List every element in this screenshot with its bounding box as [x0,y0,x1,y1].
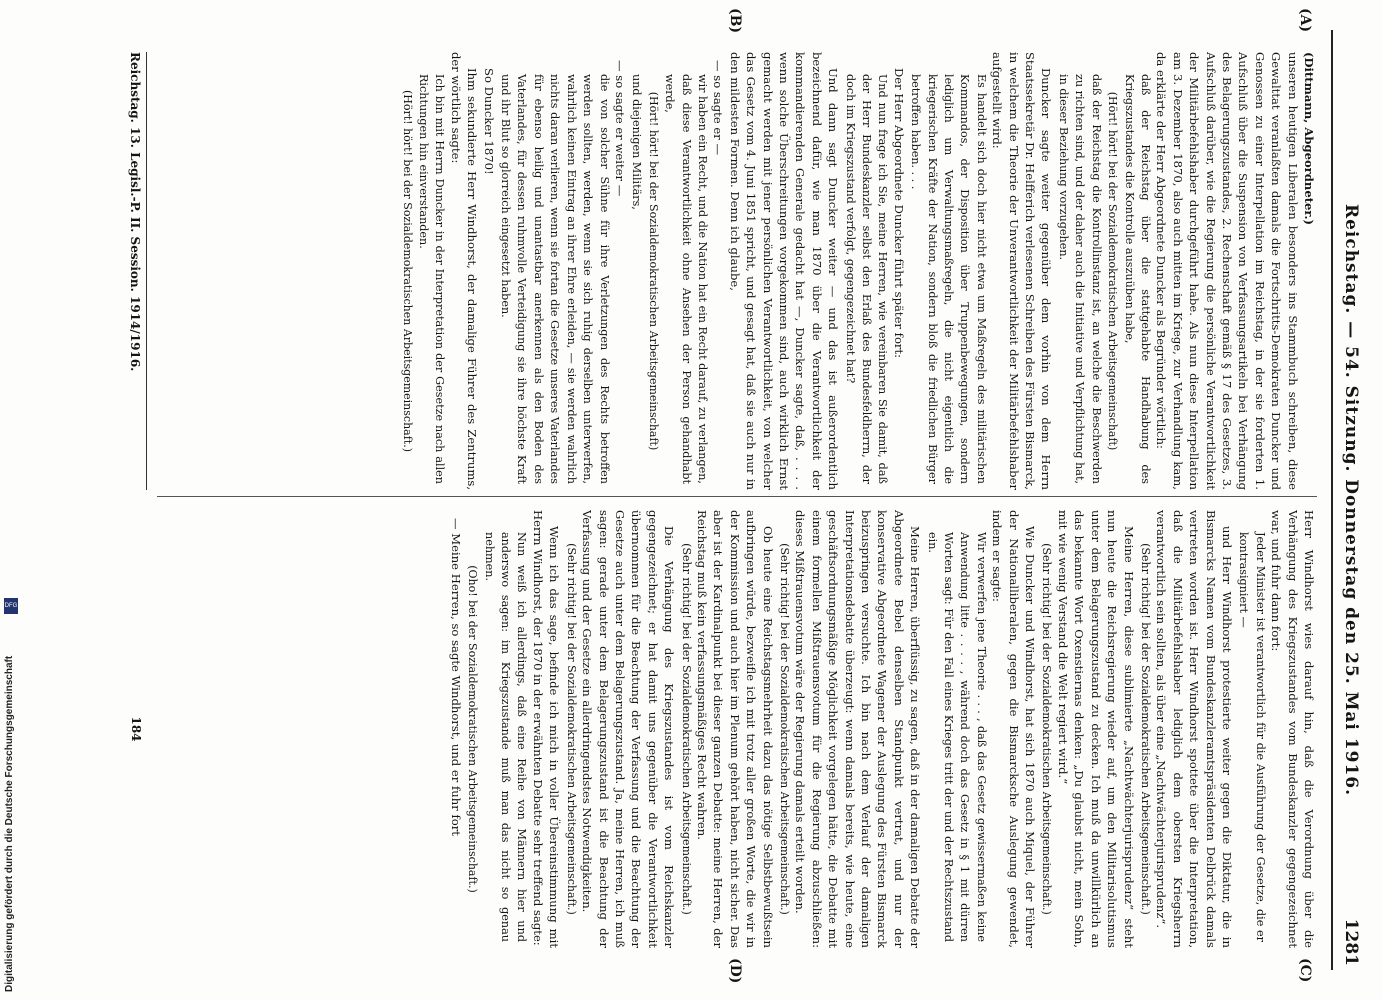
interjection: (Hört! hört! bei der Sozialdemokratischen Arbeitsgemeinschaft) [1106,91,1120,451]
quotation: Wir verwerfen jene Theorie . . . , daß das Gesetz gewissermaßen keine Anwendung litte . . . . , während doch das Gesetz in § 1 mit dürren Worten sagt: Für den Fall eines Krieges tritt der und der Rechtszustand ein. [925,532,988,942]
page-footer-session: Reichstag. 13. Legisl.-P. II. Session. 1914/1916. [128,52,147,490]
paragraph: Meine Herren, überflüssig, zu sagen, daß in der damaligen Debatte der Abgeordnete Bebel denselben Standpunkt vertrat, und nur der konservative Abgeordnete Wagener der Auslegung des Fürsten Bismarck beizuspringen versuchte. Ich bin nach dem Verlauf der damaligen Interpretationsdebatte überzeugt: wenn damals bereits, wie heute, eine geschäftsordnungsmäßige Möglichkeit vorgelegen hätte, die Debatte mit einem formellen Mißtrauensvotum für die Regierung abzuschließen: dieses Mißtrauensvotum wäre der Regierung damals erteilt worden. [793,510,923,948]
speaker-line: (Dittmann, Abgeordneter.) [1302,52,1316,225]
paragraph: Duncker sagte weiter gegenüber dem vorhin von dem Herrn Staatssekretär Dr. Helfferich verlesenen Schreiben des Fürsten Bismarck, in welchem die Theorie der Unverantwortlichkeit der Militärbefehlshaber aufgestellt wird: [990,52,1054,490]
quotation: Nun weiß ich allerdings, daß eine Reihe von Männern hier und anderswo sagen: im Kriegszustande muß man das nicht so genau nehmen. [482,532,529,942]
quotation: Und nun frage ich Sie, meine Herren, wie vereinbaren Sie damit, daß der Herr Bundeskanzler selbst den Erlaß des Bundesfeldherrn, der doch im Kriegszustand verfolgt, gegengezeichnet hat? [843,74,890,484]
narration-line: — so sagte er — [711,60,726,156]
digitization-credit [4,600,18,992]
column-divider [157,496,1317,497]
interjection: (Sehr richtig! bei der Sozialdemokratischen Arbeitsgemeinschaft.) [564,543,578,915]
paragraph: Wie Duncker und Windhorst, hat sich 1870 auch Miquel, der Führer der Nationalliberalen, gegen die Bismarcksche Auslegung gewendet, indem er sagte: [990,510,1038,948]
interjection: (Sehr richtig! bei der Sozialdemokratischen Arbeitsgemeinschaft.) [1040,543,1054,915]
margin-marker-b: (B) [727,8,743,34]
quotation: Jeder Minister ist verantwortlich für die Ausführung der Gesetze, die er kontrasigniert — [1237,532,1267,942]
interjection: (Oho! bei der Sozialdemokratischen Arbeitsgemeinschaft.) [466,565,480,893]
interjection: (Sehr richtig! bei der Sozialdemokratischen Arbeitsgemeinschaft.) [1138,543,1152,915]
paragraph: unseren heutigen Liberalen besonders ins Stammbuch schreiben, diese Gewalttat veranlaßten damals die Fortschritts-Demokraten Duncker und Genossen zu einer Interpellation im Reichstag, in der sie forderten 1. Aufschluß über die Suspension von Verfassungsartikeln bei Verhängung des Belagerungszustandes, 2. Rechenschaft gemäß § 17 des Gesetzes, 3. Aufschluß darüber, wie die Regierung die persönliche Verantwortlichkeit der Militärbefehlshaber durchgeführt habe. Als nun diese Interpellation am 3. Dezember 1870, also auch mitten im Kriege, zur Verhandlung kam, da erklärte der Herr Abgeordnete Duncker als Begründer wörtlich: [1154,52,1300,490]
quotation: daß der Reichstag die Kontrollinstanz ist, an welche die Beschwerden zu richten sind, und der daher auch die Initiative und Verpflichtung hat, in dieser Beziehung vorzugehen. [1056,74,1103,484]
paragraph: Wenn ich das sage, befinde ich mich in voller Übereinstimmung mit Herrn Windhorst, der 1870 in der erwähnten Debatte sehr treffend sagte: [530,510,562,948]
paragraph: Ob heute eine Reichstagsmehrheit dazu das nötige Selbstbewußtsein aufbringen würde, bezweifle ich mit trotz aller großen Worte, die wir in der Kommission und auch hier im Plenum gehört haben, nicht sicher. Das aber ist der Kardinalpunkt bei dieser ganzen Debatte: meine Herren, der Reichstag muß kein verfassungsmäßiges Recht wahren. [694,510,775,948]
quotation: und diejenigen Militärs, [630,74,644,210]
quotation: daß der Reichstag über die stattgehabte Handhabung des Kriegszustandes die Kontrolle auszuüben habe, [1122,74,1152,484]
paragraph: Der Herr Abgeordnete Duncker führt später fort: [891,68,906,359]
quotation: wir haben ein Recht, und die Nation hat ein Recht darauf, zu verlangen, daß diese Verantwortlichkeit ohne Ansehen der Person gehandhabt werde, [663,74,709,484]
page-footer-number: 184 [129,716,143,742]
paragraph: und Herr Windhorst protestierte weiter gegen die Diktatur, die in Bismarcks Namen vom Bundeskanzleramtspräsidenten Delbrück damals vertreten worden ist. Herr Windhorst spottete über die Interpretation, daß die Militärbefehlshaber lediglich dem obersten Kriegsherrn verantwortlich sein sollten, als über eine „Nachtwächterjurisprudenz“. [1154,510,1234,948]
interjection: (Hört! hört! bei der Sozialdemokratischen Arbeitsgemeinschaft) [646,91,660,451]
margin-marker-c: (C) [1297,958,1313,983]
interjection: (Hört! hört! bei der Sozialdemokratischen Arbeitsgemeinschaft.) [400,90,414,452]
paragraph: Die Verhängung des Kriegszustandes ist vom Reichskanzler gegengezeichnet; er hat damit uns gegenüber die Verantwortlichkeit übernommen für die Beachtung der Verfassung und die Beachtung der Gesetze auch unter dem Belagerungszustand. Ja, meine Herren, ich muß sagen: gerade unter dem Belagerungszustand ist die Beachtung der Verfassung und der Gesetze ein allerdringendstes Notwendigkeiten. [580,510,677,948]
dfg-logo: DFG [4,598,18,614]
narration-line: — Meine Herren, so sagte Windhorst, und er fuhr fort [448,518,463,836]
paragraph: Meine Herren, diese sublimierte „Nachtwächterjurisprudenz“ steht nun heute die Reichsregierung wieder auf, um den Militarisolutismus unter dem Belagerungszustand zu decken. Ich muß da unwillkürlich an das bekannte Wort Oxenstiernas denken: „Du glaubst nicht, mein Sohn, mit wie wenig Verstand die Welt regiert wird.“ [1055,510,1136,948]
page-header [1331,30,1367,970]
page-number: 1281 [1341,918,1361,966]
interjection: (Sehr richtig! bei der Sozialdemokratischen Arbeitsgemeinschaft.) [679,543,693,915]
quotation: die von solcher Sühne für ihre Verletzungen des Rechts betroffen werden sollten, werden, wenn sie sich ruhig derselben unterwerfen, wahrlich keinen Eintrag an ihrer Ehre erleiden, — sie werden wahrlich nichts daran verlieren, wenn sie fortan die Gesetze unseres Vaterlandes für ebenso heilig und unantastbar anerkennen als den Boden des Vaterlandes, für dessen ruhmvolle Verteidigung sie ihre höchste Kraft und ihr Blut so glorreich eingesetzt haben. [499,74,611,484]
interjection: (Sehr richtig! bei der Sozialdemokratischen Arbeitsgemeinschaft.) [778,543,791,915]
running-title: Reichstag. — 54. Sitzung. Donnerstag den 25. Mai 1916. [1341,203,1361,797]
left-text-column [157,52,1317,490]
margin-marker-d: (D) [727,958,743,984]
quotation: Ich bin mit Herrn Duncker in der Interpretation der Gesetze nach allen Richtungen hin einverstanden. [417,74,447,484]
paragraph: Ihm sekundierte Herr Windhorst, der damalige Führer des Zentrums, der wörtlich sagte: [448,52,480,490]
paragraph: Und dann sagt Duncker weiter — und das ist außerordentlich bezeichnend dafür, wie man 1870 über die Verantwortlichkeit der kommandierenden Generale gedacht hat —, Duncker sagte, daß, . . . . wenn solche Überschreitungen vorgekommen sind, auch wirklich Ernst gemacht werden mit jener persönlichen Verantwortlichkeit, von welcher das Gesetz vom 4. Juni 1851 spricht, und gesagt hat, daß sie auch nur in den mildesten Formen. Denn ich glaube, [727,52,841,490]
right-text-column [157,510,1317,948]
narration-line: — so sagte er weiter — [612,60,627,197]
credit-text: Digitalisierung gefördert durch die Deutsche Forschungsgemeinschaft [4,655,15,992]
paragraph: So Duncker 1870! [481,68,496,175]
quotation: Es handelt sich doch hier nicht etwa um Maßregeln des militärischen Kommandos, der Disposition über Truppenbewegungen, sondern lediglich um Verwaltungsmaßregeln, die nicht eigentlich die kriegerischen Kräfte der Nation, sondern bloß die friedlichen Bürger betroffen haben. . . . [909,74,988,484]
margin-marker-a: (A) [1297,8,1313,33]
paragraph: Herr Windhorst wies darauf hin, daß die Verordnung über die Verhängung des Kriegszustandes vom Bundeskanzler gegengezeichnet war, und fuhr dann fort: [1269,510,1316,948]
